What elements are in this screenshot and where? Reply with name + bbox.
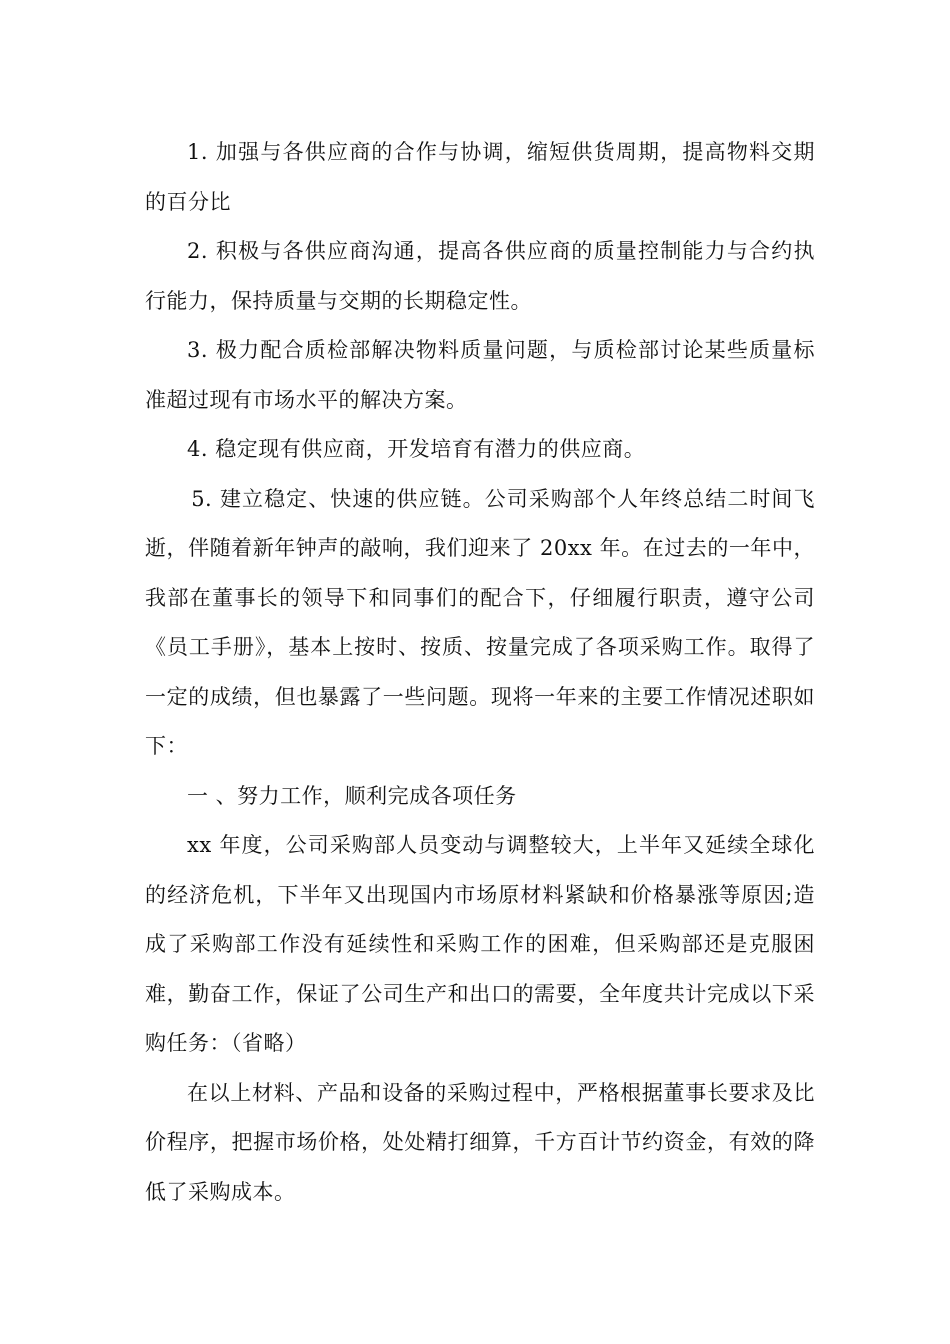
paragraph-cost-control: 在以上材料、产品和设备的采购过程中，严格根据董事长要求及比价程序，把握市场价格，处处精打细算，千方百计节约资金，有效的降低了采购成本。 — [145, 1080, 815, 1204]
paragraph-item-4: 4. 稳定现有供应商，开发培育有潜力的供应商。 — [187, 437, 646, 461]
paragraph-item-1: 1. 加强与各供应商的合作与协调，缩短供货周期，提高物料交期的百分比 — [145, 140, 815, 214]
section-heading: 一 、努力工作，顺利完成各项任务 — [187, 783, 517, 808]
paragraph-item-5: 5. 建立稳定、快速的供应链。公司采购部个人年终总结二时间飞逝，伴随着新年钟声的敲响，我们迎来了 20xx 年。在过去的一年中，我部在董事长的领导下和同事们的配合下，仔细履行职责，遵守公司《员工手册》，基本上按时、按质、按量完成了各项采购工作。取得了一定的成绩，但也暴露了一些问题。现将一年来的主要工作情况述职如下： — [145, 486, 815, 758]
paragraph-item-3: 3. 极力配合质检部解决物料质量问题，与质检部讨论某些质量标准超过现有市场水平的解决方案。 — [145, 338, 815, 412]
paragraph-item-2: 2. 积极与各供应商沟通，提高各供应商的质量控制能力与合约执行能力，保持质量与交期的长期稳定性。 — [145, 239, 815, 313]
paragraph-annual-tasks: xx 年度，公司采购部人员变动与调整较大，上半年又延续全球化的经济危机，下半年又出现国内市场原材料紧缺和价格暴涨等原因;造成了采购部工作没有延续性和采购工作的困难，但采购部还是克服困难，勤奋工作，保证了公司生产和出口的需要，全年度共计完成以下采购任务：（省略） — [145, 833, 815, 1055]
document-body — [145, 128, 815, 1217]
